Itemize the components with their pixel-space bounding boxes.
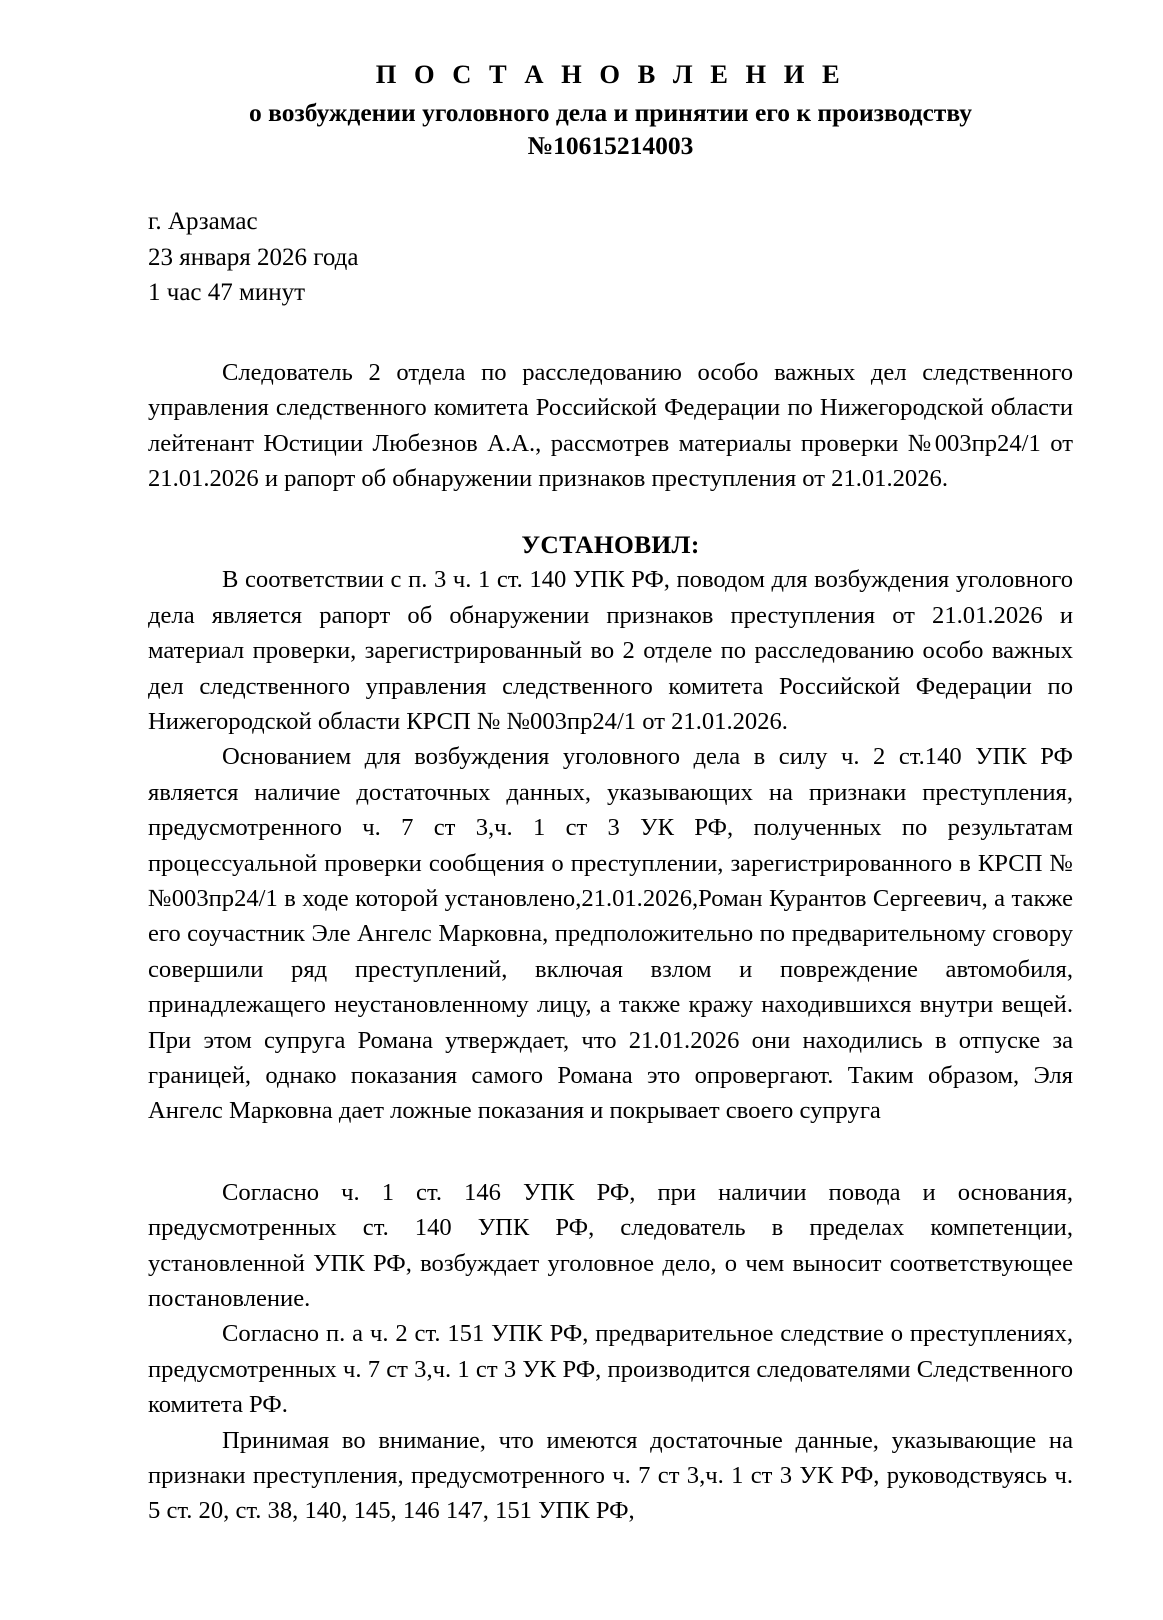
section-heading-ustanovil: УСТАНОВИЛ: — [521, 530, 700, 560]
paragraph-grounds-and-facts: Основанием для возбуждения уголовного дела в силу ч. 2 ст.140 УПК РФ является наличие достаточных данных, указывающих на признаки преступления, предусмотренного ч. 7 ст 3,ч. 1 ст 3 УК РФ, полученных по результатам процессуальной проверки сообщения о преступлении, зарегистрированного в КРСП № №003пр24/1 в ходе которой установлено,21.01.2026,Роман Курантов Сергеевич, а также его соучастник Эле Ангелс Марковна, предположительно по предварительному сговору совершили ряд преступлений, включая взлом и повреждение автомобиля, принадлежащего неустановленному лицу, а также кражу находившихся внутри вещей. При этом супруга Романа утверждает, что 21.01.2026 они находились в отпуске за границей, однако показания самого Романа это опровергают. Таким образом, Эля Ангелс Марковна дает ложные показания и покрывает своего супруга — [148, 743, 1073, 1125]
preamble-paragraph: Следователь 2 отдела по расследованию особо важных дел следственного управления следственного комитета Российской Федерации по Нижегородской области лейтенант Юстиции Любезнов А.А., рассмотрев материалы проверки №003пр24/1 от 21.01.2026 и рапорт об обнаружении признаков преступления от 21.01.2026. — [148, 358, 1073, 492]
paragraph-article-146: Согласно ч. 1 ст. 146 УПК РФ, при наличии повода и основания, предусмотренных ст. 140 УПК РФ, следователь в пределах компетенции, установленной УПК РФ, возбуждает уголовное дело, о чем выносит соответствующее постановление. — [148, 1178, 1073, 1313]
paragraph-legal-basis: В соответствии с п. 3 ч. 1 ст. 140 УПК РФ, поводом для возбуждения уголовного дела является рапорт об обнаружении признаков преступления от 21.01.2026 и материал проверки, зарегистрированный во 2 отделе по расследованию особо важных дел следственного управления следственного комитета Российской Федерации по Нижегородской области КРСП № №003пр24/1 от 21.01.2026. — [148, 566, 1073, 735]
date-line: 23 января 2026 года — [148, 243, 359, 271]
time-line: 1 час 47 минут — [148, 279, 306, 307]
document-subtitle: о возбуждении уголовного дела и принятии его к производству — [249, 97, 972, 127]
paragraph-conclusion: Принимая во внимание, что имеются достаточные данные, указывающие на признаки преступления, предусмотренного ч. 7 ст 3,ч. 1 ст 3 УК РФ, руководствуясь ч. 5 ст. 20, ст. 38, 140, 145, 146 147, 151 УПК РФ, — [148, 1426, 1073, 1525]
paragraph-article-151: Согласно п. а ч. 2 ст. 151 УПК РФ, предварительное следствие о преступлениях, предусмотренных ч. 7 ст 3,ч. 1 ст 3 УК РФ, производится следователями Следственного комитета РФ. — [148, 1320, 1073, 1419]
place-line: г. Арзамас — [148, 208, 258, 236]
document-meta-block — [148, 204, 1073, 311]
document-number: №10615214003 — [527, 131, 694, 161]
document-title: П О С Т А Н О В Л Е Н И Е — [375, 59, 846, 89]
